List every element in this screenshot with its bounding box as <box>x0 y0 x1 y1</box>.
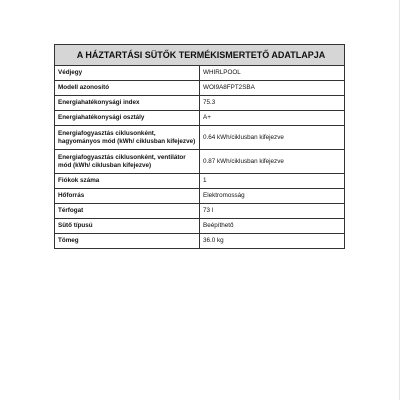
row-label: Sütő típusú <box>55 219 200 234</box>
row-label: Fiókok száma <box>55 174 200 189</box>
table-row-cavities <box>55 174 345 189</box>
table-row-trademark <box>55 66 345 81</box>
row-value: 73 l <box>200 204 345 219</box>
row-label: Térfogat <box>55 204 200 219</box>
table-row-consumption-fan <box>55 150 345 174</box>
row-value: 75.3 <box>200 96 345 111</box>
row-value: 1 <box>200 174 345 189</box>
table-row-oven-type <box>55 219 345 234</box>
row-value: Elektromosság <box>200 189 345 204</box>
row-label: Energiafogyasztás ciklusonként, hagyományos mód (kWh/ ciklusban kifejezve) <box>55 126 200 150</box>
table-title: A HÁZTARTÁSI SÜTŐK TERMÉKISMERTETŐ ADATLAPJA <box>55 45 345 66</box>
row-value: 0.64 kWh/ciklusban kifejezve <box>200 126 345 150</box>
row-label: Energiafogyasztás ciklusonként, ventilátor mód (kWh/ ciklusban kifejezve) <box>55 150 200 174</box>
row-label: Hőforrás <box>55 189 200 204</box>
row-value: WOI9A8FPT2SBA <box>200 81 345 96</box>
table-row-volume <box>55 204 345 219</box>
table-row-efficiency-index <box>55 96 345 111</box>
table-row-efficiency-class <box>55 111 345 126</box>
table-row-model-id <box>55 81 345 96</box>
table-row-consumption-conventional <box>55 126 345 150</box>
row-value: WHIRLPOOL <box>200 66 345 81</box>
row-value: A+ <box>200 111 345 126</box>
table-row-mass <box>55 234 345 249</box>
row-label: Modell azonosító <box>55 81 200 96</box>
row-label: Energiahatékonysági index <box>55 96 200 111</box>
row-label: Védjegy <box>55 66 200 81</box>
row-label: Energiahatékonysági osztály <box>55 111 200 126</box>
row-value: 0.87 kWh/ciklusban kifejezve <box>200 150 345 174</box>
product-fiche-table <box>54 44 345 249</box>
row-label: Tömeg <box>55 234 200 249</box>
row-value: 36.0 kg <box>200 234 345 249</box>
table-row-heat-source <box>55 189 345 204</box>
row-value: Beépíthető <box>200 219 345 234</box>
